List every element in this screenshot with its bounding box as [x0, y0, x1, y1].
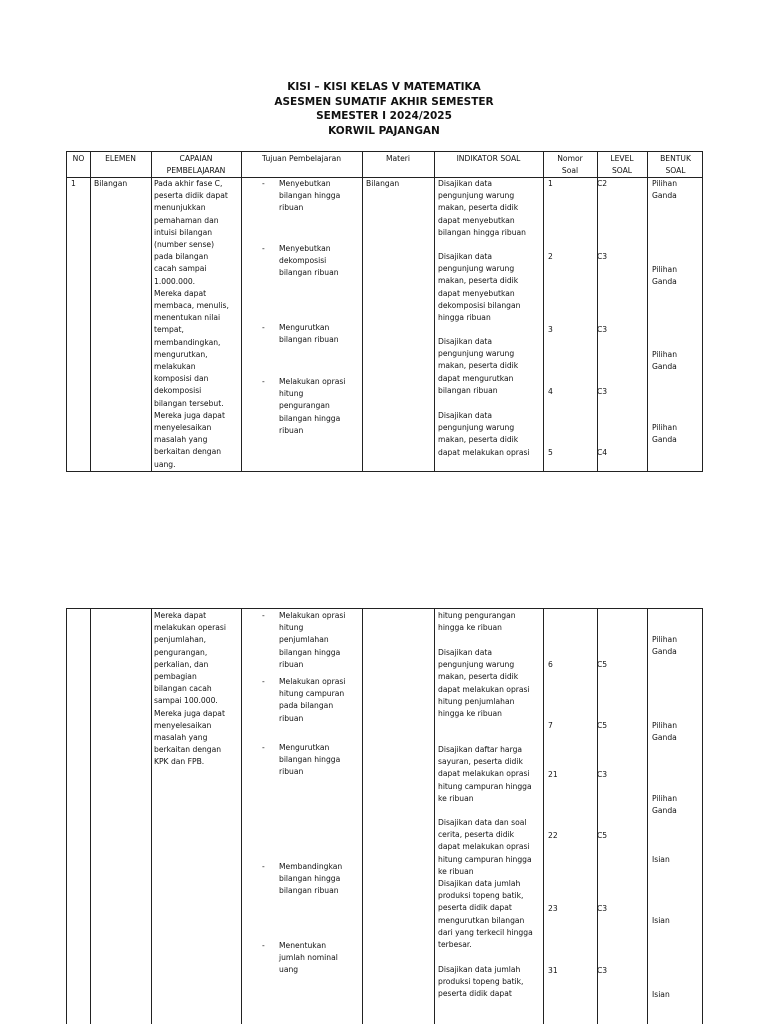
tujuan-item: Melakukan oprasi hitung penjumlahan bilangan hingga ribuan [279, 611, 346, 669]
indikator-item: Disajikan data dan soal cerita, peserta didik dapat melakukan oprasi hitung campuran hingga ke ribuan [438, 818, 532, 876]
elemen-cell: Bilangan [94, 179, 128, 188]
nomor-soal: 21 [548, 770, 558, 779]
indikator-item: Disajikan data pengunjung warung makan, peserta didik dapat menyebutkan dekomposisi bilangan hingga ribuan [438, 252, 521, 323]
level-soal: C3 [597, 387, 608, 396]
bentuk-soal: Pilihan Ganda [652, 350, 678, 372]
level-soal: C3 [597, 325, 608, 334]
bullet-dash: - [262, 611, 265, 620]
header-tujuan-pembelajaran: Tujuan Pembelajaran [261, 154, 342, 163]
nomor-soal: 6 [548, 660, 553, 669]
header-bentuk-soal: BENTUK SOAL [660, 154, 691, 176]
nomor-soal: 31 [548, 966, 558, 975]
bentuk-soal: Pilihan Ganda [652, 265, 678, 287]
level-soal: C4 [597, 448, 608, 457]
tujuan-item: Menyebutkan bilangan hingga ribuan [279, 179, 341, 213]
bentuk-soal: Pilihan Ganda [652, 635, 678, 657]
row-number: 1 [71, 179, 76, 188]
header-no: NO [72, 154, 85, 163]
indikator-item: Disajikan data jumlah produksi topeng batik, peserta didik dapat [438, 965, 524, 999]
nomor-soal: 7 [548, 721, 553, 730]
level-soal: C3 [597, 770, 608, 779]
indikator-item: Disajikan data pengunjung warung makan, peserta didik dapat menyebutkan bilangan hingga ribuan [438, 179, 526, 237]
bentuk-soal: Pilihan Ganda [652, 179, 678, 201]
bullet-dash: - [262, 941, 265, 950]
indikator-item: Disajikan data pengunjung warung makan, peserta didik dapat mengurutkan bilangan ribuan [438, 337, 519, 395]
bullet-dash: - [262, 244, 265, 253]
level-soal: C5 [597, 660, 608, 669]
bentuk-soal: Pilihan Ganda [652, 794, 678, 816]
nomor-soal: 23 [548, 904, 558, 913]
kisi-table-page-1 [66, 151, 703, 472]
indikator-item: hitung pengurangan hingga ke ribuan [438, 611, 516, 633]
bullet-dash: - [262, 323, 265, 332]
nomor-soal: 3 [548, 325, 553, 334]
header-level-soal: LEVEL SOAL [610, 154, 634, 176]
tujuan-item: Mengurutkan bilangan ribuan [279, 323, 339, 345]
bentuk-soal: Pilihan Ganda [652, 721, 678, 743]
document-title-line-2: ASESMEN SUMATIF AKHIR SEMESTER [274, 95, 494, 108]
tujuan-item: Menentukan jumlah nominal uang [279, 941, 338, 975]
tujuan-item: Membandingkan bilangan hingga bilangan ribuan [279, 862, 343, 896]
bullet-dash: - [262, 862, 265, 871]
materi-cell: Bilangan [366, 179, 400, 188]
header-capaian-pembelajaran: CAPAIAN PEMBELAJARAN [166, 154, 226, 176]
level-soal: C5 [597, 831, 608, 840]
bullet-dash: - [262, 377, 265, 386]
bentuk-soal: Isian [652, 990, 670, 999]
indikator-item: Disajikan data pengunjung warung makan, peserta didik dapat melakukan oprasi hitung penjumlahan hingga ke ribuan [438, 648, 530, 719]
level-soal: C5 [597, 721, 608, 730]
tujuan-item: Melakukan oprasi hitung pengurangan bilangan hingga ribuan [279, 377, 346, 435]
bentuk-soal: Isian [652, 855, 670, 864]
indikator-item: Disajikan data jumlah produksi topeng batik, peserta didik dapat mengurutkan bilangan dari yang terkecil hingga terbesar. [438, 879, 533, 950]
nomor-soal: 4 [548, 387, 553, 396]
document-title-line-1: KISI – KISI KELAS V MATEMATIKA [287, 81, 481, 93]
level-soal: C3 [597, 966, 608, 975]
header-indikator-soal: INDIKATOR SOAL [456, 154, 521, 163]
document-title-line-3: SEMESTER I 2024/2025 [316, 110, 452, 122]
level-soal: C3 [597, 904, 608, 913]
bullet-dash: - [262, 677, 265, 686]
nomor-soal: 5 [548, 448, 553, 457]
indikator-item: Disajikan daftar harga sayuran, peserta didik dapat melakukan oprasi hitung campuran hingga ke ribuan [438, 745, 532, 803]
nomor-soal: 1 [548, 179, 553, 188]
tujuan-item: Menyebutkan dekomposisi bilangan ribuan [279, 244, 339, 278]
capaian-pembelajaran-cell: Mereka dapat melakukan operasi penjumlahan, pengurangan, perkalian, dan pembagian bilangan cacah sampai 100.000. Mereka juga dapat menyelesaikan masalah yang berkaitan dengan KPK dan FPB. [154, 611, 226, 767]
tujuan-item: Mengurutkan bilangan hingga ribuan [279, 743, 341, 777]
header-materi: Materi [385, 154, 411, 163]
nomor-soal: 2 [548, 252, 553, 261]
level-soal: C2 [597, 179, 608, 188]
document-title-line-4: KORWIL PAJANGAN [328, 124, 440, 137]
bullet-dash: - [262, 179, 265, 188]
header-nomor-soal: Nomor Soal [557, 154, 583, 176]
level-soal: C3 [597, 252, 608, 261]
bentuk-soal: Pilihan Ganda [652, 423, 678, 445]
nomor-soal: 22 [548, 831, 558, 840]
kisi-table-page-2 [66, 608, 703, 1024]
indikator-item: Disajikan data pengunjung warung makan, peserta didik dapat melakukan oprasi [438, 411, 530, 457]
bullet-dash: - [262, 743, 265, 752]
capaian-pembelajaran-cell: Pada akhir fase C, peserta didik dapat menunjukkan pemahaman dan intuisi bilangan (number sense) pada bilangan cacah sampai 1.000.000. Mereka dapat membaca, menulis, menentukan nilai tempat, membandingkan, mengurutkan, melakukan komposisi dan dekomposisi bilangan tersebut. Mereka juga dapat menyelesaikan masalah yang berkaitan dengan uang. [154, 179, 229, 469]
bentuk-soal: Isian [652, 916, 670, 925]
tujuan-item: Melakukan oprasi hitung campuran pada bilangan ribuan [279, 677, 346, 723]
header-elemen: ELEMEN [105, 154, 136, 163]
